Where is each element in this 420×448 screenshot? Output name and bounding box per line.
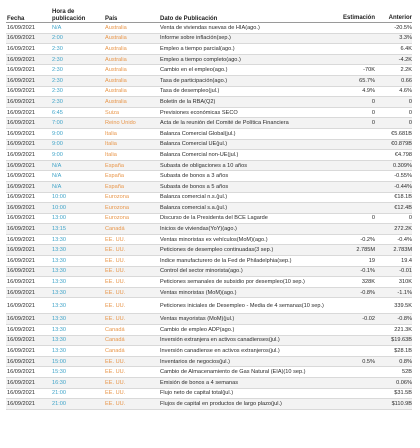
cell-previous: -0.8% [397, 316, 412, 323]
cell-time: 2:30 [52, 77, 63, 84]
cell-country: EE. UU. [105, 236, 126, 243]
cell-event: Acta de la reunión del Comité de Política Financiera [160, 120, 289, 127]
cell-time: 9:00 [52, 151, 63, 158]
cell-time: 10:00 [52, 204, 66, 211]
cell-estimate: -0.02 [362, 316, 375, 323]
cell-date: 16/09/2021 [7, 390, 35, 397]
cell-time: 13:30 [52, 348, 66, 355]
cell-previous: 3.3% [399, 35, 412, 42]
header-event: Dato de Publicación [160, 16, 218, 22]
cell-date: 16/09/2021 [7, 326, 35, 333]
table-row [6, 161, 412, 172]
cell-previous: 2.2K [400, 67, 412, 74]
table-row [6, 44, 412, 55]
cell-previous: -0.01 [399, 268, 412, 275]
cell-time: 9:00 [52, 130, 63, 137]
cell-date: 16/09/2021 [7, 130, 35, 137]
cell-event: Balanza Comercial non-UE(jul.) [160, 151, 239, 158]
cell-event: Tasa de desempleo(jul.) [160, 88, 220, 95]
cell-country: EE. UU. [105, 279, 126, 286]
cell-previous: 221.3K [394, 326, 412, 333]
table-row [6, 378, 412, 389]
table-row [6, 34, 412, 45]
table-row [6, 288, 412, 299]
cell-event: Previsiones económicas SECO [160, 109, 238, 116]
cell-previous: 0 [408, 120, 412, 127]
cell-date: 16/09/2021 [7, 316, 35, 323]
cell-previous: 272.2K [394, 226, 412, 233]
cell-country: Suiza [105, 109, 119, 116]
table-row [6, 314, 412, 325]
cell-previous: 4.6% [399, 88, 412, 95]
cell-time: 13:00 [52, 215, 66, 222]
table-row [6, 76, 412, 87]
cell-event: Subasta de obligaciones a 10 años [160, 162, 248, 169]
cell-event: Inversión extranjera en activos canadienses(jul.) [160, 337, 280, 344]
cell-country: EE. UU. [105, 390, 126, 397]
cell-date: 16/09/2021 [7, 194, 35, 201]
cell-time: 10:00 [52, 194, 66, 201]
cell-previous: €5.681B [391, 130, 412, 137]
cell-date: 16/09/2021 [7, 45, 35, 52]
cell-country: Canadá [105, 326, 125, 333]
cell-country: Australia [105, 67, 127, 74]
cell-country: Canadá [105, 348, 125, 355]
table-row [6, 87, 412, 98]
cell-estimate: 0.5% [362, 358, 375, 365]
cell-previous: 0 [408, 215, 412, 222]
cell-event: Balanza comercial n.s.(jul.) [160, 194, 228, 201]
cell-previous: €12.4B [394, 204, 412, 211]
cell-date: 16/09/2021 [7, 400, 35, 407]
table-row [6, 235, 412, 246]
cell-time: 13:30 [52, 289, 66, 296]
cell-date: 16/09/2021 [7, 279, 35, 286]
cell-event: Inventarios de negocios(jul.) [160, 358, 230, 365]
cell-country: Canadá [105, 337, 125, 344]
economic-calendar-table [6, 2, 412, 410]
cell-country: Australia [105, 45, 127, 52]
cell-date: 16/09/2021 [7, 24, 35, 31]
cell-country: Italia [105, 151, 117, 158]
cell-country: España [105, 173, 124, 180]
table-row [6, 277, 412, 288]
cell-country: EE. UU. [105, 316, 126, 323]
cell-previous: 19.4 [401, 257, 412, 264]
header-estimate: Estimación [342, 15, 375, 21]
header-time: Hora de publicación [52, 9, 86, 22]
cell-date: 16/09/2021 [7, 162, 35, 169]
table-row [6, 193, 412, 204]
cell-country: Australia [105, 35, 127, 42]
cell-previous: 0.66 [401, 77, 412, 84]
cell-time: 7:00 [52, 120, 63, 127]
cell-estimate: -0.2% [360, 236, 375, 243]
cell-event: Discurso de la Presidenta del BCE Lagarde [160, 215, 268, 222]
cell-date: 16/09/2021 [7, 173, 35, 180]
cell-country: España [105, 162, 124, 169]
cell-country: Eurozona [105, 194, 129, 201]
cell-time: 13:30 [52, 247, 66, 254]
cell-previous: -0.55% [394, 173, 412, 180]
cell-event: Empleo a tiempo parcial(ago.) [160, 45, 235, 52]
cell-event: Balanza Comercial Global(jul.) [160, 130, 236, 137]
cell-estimate: 0 [371, 109, 375, 116]
cell-previous: $110.9B [391, 400, 412, 407]
cell-country: Italia [105, 130, 117, 137]
cell-event: Ventas minoristas (MoM)(ago.) [160, 289, 237, 296]
header-country: País [105, 15, 118, 22]
cell-previous: 339.5K [394, 302, 412, 309]
cell-previous: $19.63B [391, 337, 412, 344]
cell-event: Flujo neto de capital total(jul.) [160, 390, 234, 397]
cell-country: EE. UU. [105, 247, 126, 254]
cell-time: 2:30 [52, 98, 63, 105]
cell-event: Inversión canadiense en activos extranjeros(jul.) [160, 348, 280, 355]
cell-date: 16/09/2021 [7, 77, 35, 84]
cell-previous: 2.783M [393, 247, 412, 254]
cell-time: N/A [52, 24, 62, 31]
cell-previous: 0 [408, 98, 412, 105]
cell-event: Boletín de la RBA(Q2) [160, 98, 216, 105]
cell-time: 13:30 [52, 279, 66, 286]
cell-previous: 0.06% [396, 379, 412, 386]
table-row [6, 298, 412, 314]
cell-date: 16/09/2021 [7, 141, 35, 148]
cell-event: Ventas minoristas ex vehículos(MoM)(ago.) [160, 236, 268, 243]
cell-country: Australia [105, 56, 127, 63]
table-header [6, 2, 412, 23]
cell-estimate: 65.7% [359, 77, 375, 84]
cell-date: 16/09/2021 [7, 289, 35, 296]
cell-time: 13:30 [52, 302, 66, 309]
cell-country: EE. UU. [105, 302, 126, 309]
cell-date: 16/09/2021 [7, 226, 35, 233]
table-row [6, 399, 412, 410]
cell-country: Eurozona [105, 215, 129, 222]
cell-country: Australia [105, 98, 127, 105]
cell-country: Canadá [105, 226, 125, 233]
cell-event: Venta de viviendas nuevas de HIA(ago.) [160, 24, 260, 31]
cell-time: 15:00 [52, 358, 66, 365]
cell-time: 2:30 [52, 45, 63, 52]
cell-country: EE. UU. [105, 400, 126, 407]
cell-estimate: 4.9% [362, 88, 375, 95]
cell-time: 13:30 [52, 337, 66, 344]
cell-country: EE. UU. [105, 358, 126, 365]
cell-previous: €0.879B [391, 141, 412, 148]
cell-country: España [105, 183, 124, 190]
cell-date: 16/09/2021 [7, 88, 35, 95]
table-row [6, 367, 412, 378]
cell-country: Australia [105, 24, 127, 31]
cell-estimate: 0 [371, 98, 375, 105]
cell-previous: -20.5% [394, 24, 412, 31]
cell-country: Australia [105, 88, 127, 95]
cell-date: 16/09/2021 [7, 268, 35, 275]
cell-event: Control del sector minorista(ago.) [160, 268, 243, 275]
cell-previous: 6.4K [400, 45, 412, 52]
cell-event: Flujos de capital en productos de largo plazo(jul.) [160, 400, 282, 407]
table-row [6, 245, 412, 256]
cell-previous: 52B [402, 369, 412, 376]
cell-date: 16/09/2021 [7, 151, 35, 158]
table-row [6, 325, 412, 336]
cell-time: N/A [52, 173, 62, 180]
cell-event: Inicios de viviendas(YoY)(ago.) [160, 226, 237, 233]
cell-time: 13:30 [52, 268, 66, 275]
table-row [6, 224, 412, 235]
cell-time: 16:30 [52, 379, 66, 386]
table-row [6, 140, 412, 151]
table-row [6, 171, 412, 182]
cell-date: 16/09/2021 [7, 302, 35, 309]
table-row [6, 129, 412, 140]
cell-country: Reino Unido [105, 120, 136, 127]
cell-time: 2:00 [52, 35, 63, 42]
cell-date: 16/09/2021 [7, 56, 35, 63]
cell-event: Tasa de participación(ago.) [160, 77, 228, 84]
cell-event: Índice manufacturero de la Fed de Philadelphia(sep.) [160, 257, 292, 264]
table-row [6, 214, 412, 225]
cell-estimate: 328K [361, 279, 375, 286]
cell-date: 16/09/2021 [7, 369, 35, 376]
cell-time: 21:00 [52, 390, 66, 397]
cell-country: EE. UU. [105, 369, 126, 376]
cell-country: Australia [105, 77, 127, 84]
table-row [6, 23, 412, 34]
cell-estimate: 0 [371, 215, 375, 222]
cell-previous: 0.309% [393, 162, 412, 169]
cell-time: 13:30 [52, 316, 66, 323]
cell-date: 16/09/2021 [7, 348, 35, 355]
cell-time: 13:15 [52, 226, 66, 233]
cell-country: Italia [105, 141, 117, 148]
table-row [6, 97, 412, 108]
table-row [6, 389, 412, 400]
table-row [6, 357, 412, 368]
cell-event: Emisión de bonos a 4 semanas [160, 379, 239, 386]
cell-date: 16/09/2021 [7, 257, 35, 264]
cell-time: 2:30 [52, 67, 63, 74]
cell-time: 13:30 [52, 236, 66, 243]
cell-event: Peticiones de desempleo continuadas(3 sep.) [160, 247, 274, 254]
table-row [6, 182, 412, 193]
table-row [6, 55, 412, 66]
cell-date: 16/09/2021 [7, 215, 35, 222]
cell-country: EE. UU. [105, 289, 126, 296]
cell-previous: -0.4% [397, 236, 412, 243]
cell-previous: 0 [408, 109, 412, 116]
cell-time: 6:45 [52, 109, 63, 116]
cell-event: Informe sobre inflación(sep.) [160, 35, 231, 42]
cell-previous: -0.44% [394, 183, 412, 190]
cell-date: 16/09/2021 [7, 358, 35, 365]
cell-event: Cambio de empleo ADP(ago.) [160, 326, 235, 333]
cell-time: 2:30 [52, 56, 63, 63]
cell-date: 16/09/2021 [7, 35, 35, 42]
table-row [6, 150, 412, 161]
cell-event: Subasta de bonos a 5 años [160, 183, 229, 190]
cell-previous: -1.1% [397, 289, 412, 296]
cell-estimate: 19 [368, 257, 375, 264]
cell-time: 2:30 [52, 88, 63, 95]
cell-country: EE. UU. [105, 268, 126, 275]
cell-previous: $31.5B [394, 390, 412, 397]
cell-event: Peticiones iniciales de Desempleo - Media de 4 semanas(10 sep.) [160, 302, 324, 309]
cell-estimate: -0.1% [360, 268, 375, 275]
table-row [6, 108, 412, 119]
cell-country: Eurozona [105, 204, 129, 211]
cell-event: Ventas mayoristas (MoM)(jul.) [160, 316, 235, 323]
cell-event: Cambio de Almacenamiento de Gas Natural (EIA)(10 sep.) [160, 369, 306, 376]
cell-time: 9:00 [52, 141, 63, 148]
cell-country: EE. UU. [105, 257, 126, 264]
cell-previous: €18.1B [394, 194, 412, 201]
cell-date: 16/09/2021 [7, 109, 35, 116]
cell-time: 13:30 [52, 257, 66, 264]
cell-previous: €4.798 [394, 151, 412, 158]
cell-time: 15:30 [52, 369, 66, 376]
header-previous: Anterior [388, 15, 412, 21]
cell-date: 16/09/2021 [7, 379, 35, 386]
cell-date: 16/09/2021 [7, 183, 35, 190]
cell-time: 13:30 [52, 326, 66, 333]
table-row [6, 267, 412, 278]
cell-previous: 0.8% [399, 358, 412, 365]
cell-date: 16/09/2021 [7, 98, 35, 105]
cell-date: 16/09/2021 [7, 337, 35, 344]
cell-date: 16/09/2021 [7, 247, 35, 254]
cell-event: Peticiones semanales de subsidio por desempleo(10 sep.) [160, 279, 305, 286]
cell-event: Cambio en el empleo(ago.) [160, 67, 228, 74]
table-row [6, 336, 412, 347]
cell-date: 16/09/2021 [7, 67, 35, 74]
cell-estimate: 0 [371, 120, 375, 127]
cell-date: 16/09/2021 [7, 120, 35, 127]
cell-event: Subasta de bonos a 3 años [160, 173, 229, 180]
table-row [6, 346, 412, 357]
cell-previous: -4.2K [398, 56, 412, 63]
table-row [6, 65, 412, 76]
cell-time: N/A [52, 162, 62, 169]
cell-estimate: -70K [363, 67, 375, 74]
cell-event: Balanza comercial s.a.(jul.) [160, 204, 228, 211]
cell-time: 21:00 [52, 400, 66, 407]
table-body [6, 23, 412, 410]
cell-date: 16/09/2021 [7, 236, 35, 243]
table-row [6, 203, 412, 214]
cell-event: Balanza Comercial UE(jul.) [160, 141, 228, 148]
table-row [6, 118, 412, 129]
cell-previous: 310K [398, 279, 412, 286]
cell-date: 16/09/2021 [7, 204, 35, 211]
cell-previous: $28.1B [394, 348, 412, 355]
cell-estimate: -0.8% [360, 289, 375, 296]
header-date: Fecha [7, 16, 25, 22]
cell-event: Empleo a tiempo completo(ago.) [160, 56, 241, 63]
cell-time: N/A [52, 183, 62, 190]
cell-country: EE. UU. [105, 379, 126, 386]
cell-estimate: 2.785M [356, 247, 375, 254]
table-row [6, 256, 412, 267]
